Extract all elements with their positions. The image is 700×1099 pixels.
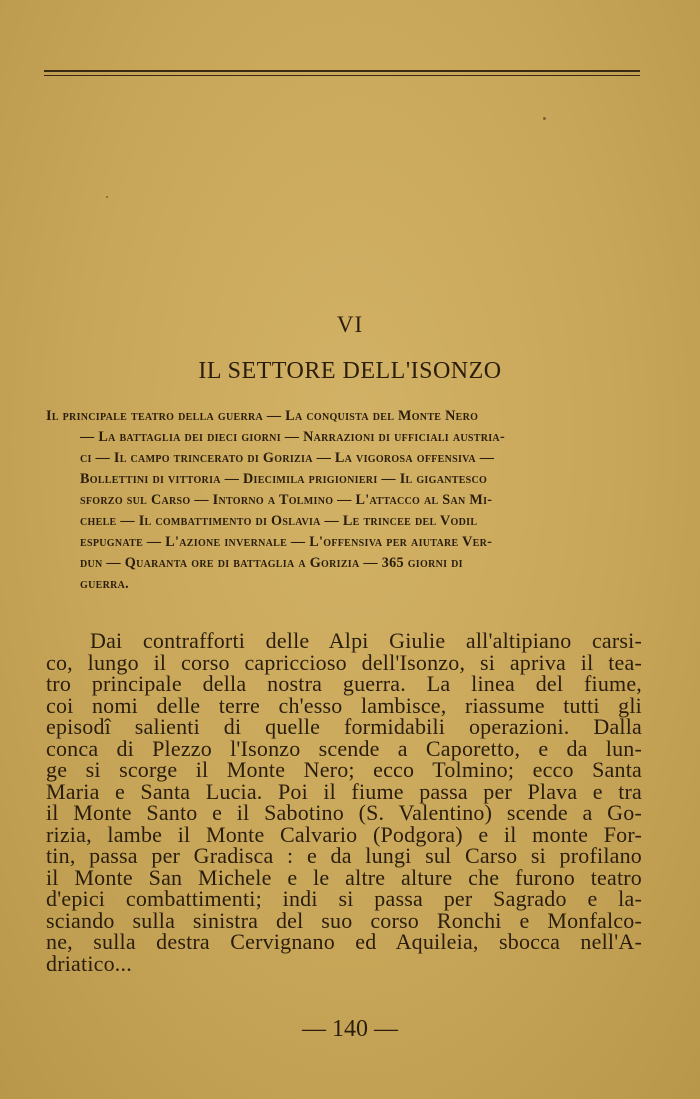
body-line: rizia, lambe il Monte Calvario (Podgora) e il monte For- <box>46 821 642 847</box>
chapter-title: IL SETTORE DELL'ISONZO <box>198 358 502 384</box>
summary-line: espugnate — L'azione invernale — L'offensiva per aiutare Ver- <box>80 534 493 550</box>
body-line: conca di Plezzo l'Isonzo scende a Caporetto, e da lun- <box>46 735 642 761</box>
page-number: — 140 — <box>302 1016 398 1042</box>
summary-line: Bollettini di vittoria — Diecimila prigionieri — Il gigantesco <box>80 471 488 487</box>
chapter-summary <box>46 406 640 595</box>
summary-line: sforzo sul Carso — Intorno a Tolmino — L'attacco al San Mi- <box>80 492 493 508</box>
body-paragraph <box>46 630 642 974</box>
header-rule-top <box>44 70 640 72</box>
body-line: coi nomi delle terre ch'esso lambisce, riassume tutti gli <box>46 692 642 718</box>
summary-line: chele — Il combattimento di Oslavia — Le trincee del Vodil <box>80 513 478 529</box>
body-line: Maria e Santa Lucia. Poi il fiume passa per Plava e tra <box>46 778 642 804</box>
body-line: driatico... <box>46 950 132 976</box>
body-line: il Monte San Michele e le altre alture che furono teatro <box>46 864 642 890</box>
summary-line: ci — Il campo trincerato di Gorizia — La vigorosa offensiva — <box>80 450 495 466</box>
paper-speck <box>543 117 546 120</box>
body-line: co, lungo il corso capriccioso dell'Isonzo, si apriva il tea- <box>46 649 642 675</box>
header-rule-bottom <box>44 75 640 76</box>
summary-line: Il principale teatro della guerra — La conquista del Monte Nero <box>46 408 479 424</box>
summary-line: — La battaglia dei dieci giorni — Narrazioni di ufficiali austria- <box>80 429 505 445</box>
body-line: ne, sulla destra Cervignano ed Aquileia, sbocca nell'A- <box>46 929 642 954</box>
body-line: tin, passa per Gradisca : e da lungi sul Carso si profilano <box>46 843 642 868</box>
summary-line: guerra. <box>80 576 129 592</box>
body-line: ge si scorge il Monte Nero; ecco Tolmino; ecco Santa <box>46 757 642 782</box>
summary-line: dun — Quaranta ore di battaglia a Gorizia — 365 giorni di <box>80 555 463 571</box>
body-line: Dai contrafforti delle Alpi Giulie all'altipiano carsi- <box>90 628 642 653</box>
chapter-number: VI <box>336 312 364 337</box>
body-line: il Monte Santo e il Sabotino (S. Valentino) scende a Go- <box>46 800 642 825</box>
paper-speck <box>106 196 108 198</box>
body-line: sciando sulla sinistra del suo corso Ronchi e Monfalco- <box>46 907 642 933</box>
body-line: d'epici combattimenti; indi si passa per Sagrado e la- <box>46 886 642 911</box>
body-line: episodî salienti di quelle formidabili operazioni. Dalla <box>46 714 642 739</box>
body-line: tro principale della nostra guerra. La linea del fiume, <box>46 671 642 696</box>
